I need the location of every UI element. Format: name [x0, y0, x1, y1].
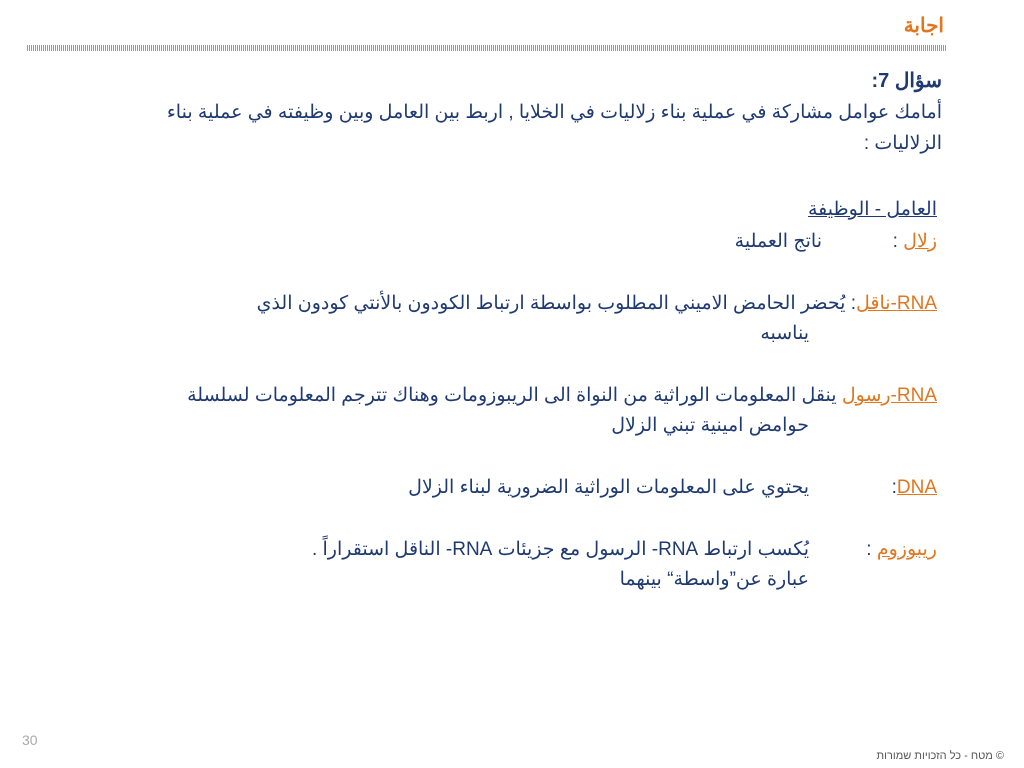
- factor-term: RNA-رسول: [841, 385, 937, 406]
- question-line-1: أمامك عوامل مشاركة في عملية بناء زلاليات في الخلايا , اربط بين العامل وبين وظيفته في عملية بناء: [166, 102, 942, 123]
- factor-term: زلال: [903, 231, 937, 252]
- factor-row: [137, 473, 937, 503]
- copyright-notice: © מטח - כל הזכויות שמורות: [876, 750, 1004, 762]
- factor-separator: :: [866, 539, 872, 560]
- factor-row: [137, 227, 937, 257]
- title-divider: [27, 45, 946, 51]
- question-line-2: الزلاليات :: [863, 133, 942, 154]
- factor-description-cont: عبارة عن”واسطة“ بينهما: [619, 569, 809, 590]
- factor-description: ناتج العملية: [734, 231, 822, 252]
- factor-description: ينقل المعلومات الوراثية من النواة الى الريبوزومات وهناك تترجم المعلومات لسلسلة: [187, 385, 837, 406]
- question-text: [102, 97, 942, 159]
- slide-title: اجابة: [903, 15, 944, 37]
- factor-row: [137, 381, 937, 441]
- factor-row: [137, 535, 937, 590]
- factor-separator: :: [850, 293, 856, 314]
- factor-description-cont: يناسبه: [760, 323, 809, 344]
- page-number: 30: [22, 732, 38, 748]
- factor-term: RNA-ناقل: [855, 293, 937, 314]
- factor-separator: :: [892, 231, 898, 252]
- factor-description-cont: حوامض امينية تبني الزلال: [611, 415, 809, 436]
- factor-description: يُحضر الحامض الاميني المطلوب بواسطة ارتباط الكودون بالأنتي كودون الذي: [256, 293, 846, 314]
- factor-row: [177, 289, 937, 349]
- factor-separator: :: [891, 477, 897, 498]
- factor-description: يحتوي على المعلومات الوراثية الضرورية لبناء الزلال: [408, 477, 809, 498]
- question-number: سؤال 7:: [871, 70, 942, 92]
- table-header: العامل - الوظيفة: [807, 199, 937, 220]
- factor-description: يُكسب ارتباط RNA- الرسول مع جزيئات RNA- الناقل استقراراً .: [311, 539, 809, 560]
- factor-term: ريبوزوم: [876, 539, 937, 560]
- factor-term: DNA: [896, 477, 937, 498]
